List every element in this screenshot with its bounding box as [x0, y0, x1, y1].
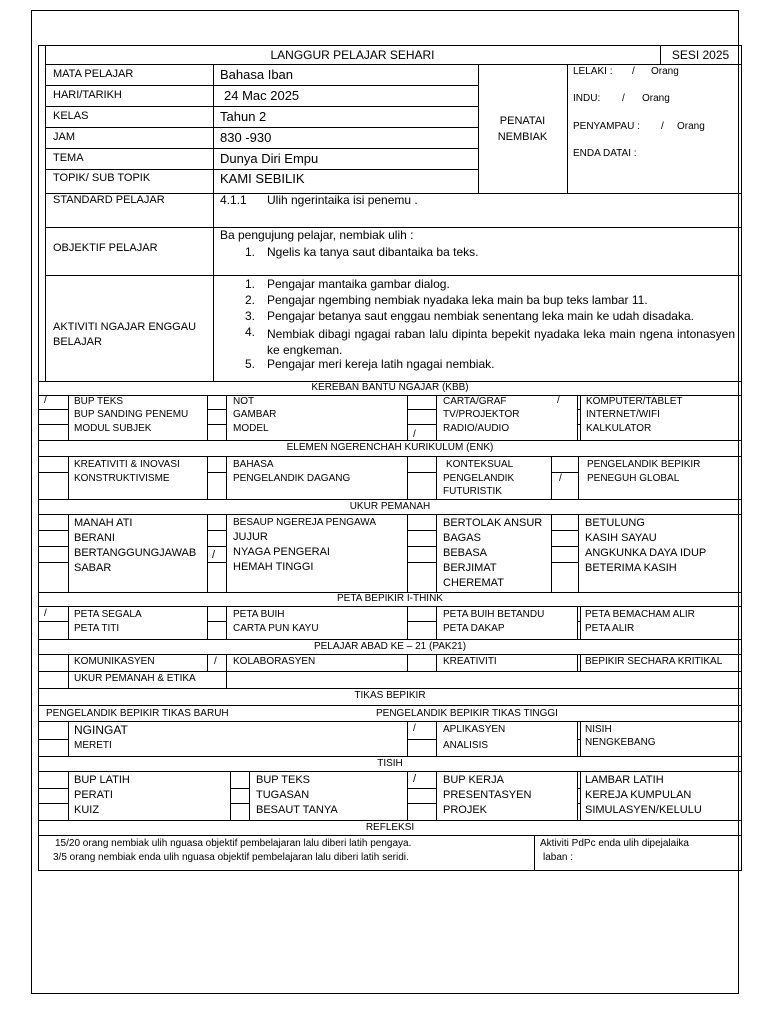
kbb-item: KALKULATOR	[586, 423, 652, 434]
kbb-title: KEREBAN BANTU NGAJAR (KBB)	[311, 382, 469, 393]
tikas-low-title: PENGELANDIK BEPIKIR TIKAS BARUH	[46, 708, 229, 719]
enda-datai-label: ENDA DATAI :	[573, 148, 637, 159]
aktiviti-num-2: 2.	[245, 293, 256, 307]
kbb-item: NOT	[233, 396, 255, 407]
ukur-item: NYAGA PENGERAI	[233, 546, 330, 558]
pak21-item: KOLABORASYEN	[233, 656, 316, 667]
ukur-item: MANAH ATI	[74, 517, 133, 529]
tisih-title: TISIH	[377, 758, 403, 769]
indu-label: INDU:	[573, 93, 601, 104]
objektif-item-text: Ngelis ka tanya saut dibantaika ba teks.	[267, 245, 479, 259]
aktiviti-text-2: Pengajar ngembing nembiak nyadaka leka main ba bup teks lambar 11.	[267, 293, 648, 307]
kbb-item: INTERNET/WIFI	[586, 409, 660, 420]
ithink-item: PETA BEMACHAM ALIR	[585, 609, 695, 620]
refleksi-line-1: 15/20 orang nembiak ulih nguasa objektif pembelajaran lalu diberi latih pengaya.	[55, 838, 412, 849]
aktiviti-num-5: 5.	[245, 357, 256, 371]
tikas-item: NISIH	[585, 724, 612, 735]
lelaki-label: LELAKI :	[573, 66, 613, 77]
enk-item: PENEGUH GLOBAL	[587, 473, 680, 484]
kbb-item: BUP TEKS	[74, 396, 124, 407]
penyampau-mark: /	[661, 121, 664, 132]
tisih-item: BUP KERJA	[443, 774, 504, 786]
ithink-item: PETA BUIH BETANDU	[443, 609, 545, 620]
ukur-item: BERTANGGUNGJAWAB	[74, 547, 197, 559]
penyampau-unit: Orang	[677, 121, 705, 132]
value-jam: 830 -930	[220, 130, 272, 145]
label-hari-tarikh: HARI/TARIKH	[53, 89, 122, 101]
enk-title: ELEMEN NGERENCHAH KURIKULUM (ENK)	[286, 442, 494, 453]
label-standard: STANDARD PELAJAR	[53, 194, 165, 206]
ukur-item: BERJIMAT	[443, 562, 497, 574]
label-tema: TEMA	[53, 152, 84, 164]
objektif-intro: Ba pengujung pelajar, nembiak ulih :	[220, 228, 414, 242]
tikas-item: NENGKEBANG	[585, 737, 656, 748]
indu-mark: /	[622, 93, 625, 104]
refleksi-title: REFLEKSI	[365, 822, 415, 833]
kbb-item: BUP SANDING PENEMU	[74, 409, 189, 420]
enk-item: KREATIVITI & INOVASI	[74, 459, 180, 470]
value-mata-pelajar: Bahasa Iban	[220, 67, 294, 82]
tikas-item: APLIKASYEN	[443, 724, 506, 735]
ukur-item: KASIH SAYAU	[585, 532, 657, 544]
ukur-item: BETULUNG	[585, 517, 645, 529]
pak21-mark: /	[214, 656, 217, 667]
aktiviti-text-4: Nembiak dibagi ngagai raban lalu dipinta bepekit nyadaka leka main ngena intonasyen ke engkeman.	[267, 327, 735, 357]
session-label: SESI 2025	[671, 48, 730, 62]
tikas-title: TIKAS BEPIKIR	[354, 690, 426, 701]
label-topik: TOPIK/ SUB TOPIK	[53, 172, 151, 184]
tisih-mark: /	[413, 773, 417, 785]
nembiak-label: NEMBIAK	[497, 131, 548, 143]
penatai-label: PENATAI	[499, 115, 546, 127]
refleksi-line-2: 3/5 orang nembiak enda ulih nguasa objektif pembelajaran lalu diberi latih seridi.	[53, 852, 409, 863]
tisih-item: BUP TEKS	[256, 774, 311, 786]
form-title: LANGGUR PELAJAR SEHARI	[270, 48, 435, 62]
enk-item: BAHASA	[233, 459, 274, 470]
aktiviti-text-3: Pengajar betanya saut enggau nembiak senentang leka main ke udah disadaka.	[267, 309, 694, 323]
aktiviti-num-1: 1.	[245, 277, 256, 291]
indu-unit: Orang	[642, 93, 670, 104]
pak21-item: KOMUNIKASYEN	[74, 656, 155, 667]
standard-code: 4.1.1	[220, 193, 247, 207]
aktiviti-num-4: 4.	[245, 325, 256, 339]
tisih-item: LAMBAR LATIH	[585, 774, 664, 786]
standard-text: Ulih ngerintaika isi penemu .	[267, 193, 418, 207]
label-mata-pelajar: MATA PELAJAR	[53, 68, 134, 80]
ithink-item: PETA BUIH	[233, 609, 285, 620]
kbb-mark-1: /	[44, 395, 47, 406]
tisih-item: BESAUT TANYA	[256, 804, 338, 816]
kbb-item: MODUL SUBJEK	[74, 423, 152, 434]
kbb-mark-2: /	[557, 395, 560, 406]
kbb-item: TV/PROJEKTOR	[443, 409, 520, 420]
pak21-extra: UKUR PEMANAH & ETIKA	[74, 673, 196, 684]
pak21-item: KREATIVITI	[443, 656, 497, 667]
ithink-item: PETA DAKAP	[443, 623, 505, 634]
tikas-mark: /	[413, 723, 416, 734]
kbb-mark-3: /	[413, 429, 416, 440]
objektif-item-num: 1.	[245, 245, 256, 259]
ukur-item: BAGAS	[443, 532, 481, 544]
label-objektif: OBJEKTIF PELAJAR	[53, 242, 158, 254]
enk-item: KONSTRUKTIVISME	[74, 473, 170, 484]
ukur-mark: /	[212, 549, 216, 561]
enk-item: FUTURISTIK	[443, 486, 502, 497]
tisih-item: PERATI	[74, 789, 113, 801]
tisih-item: TUGASAN	[256, 789, 310, 801]
enk-item: KONTEKSUAL	[446, 459, 514, 470]
ukur-item: BERTOLAK ANSUR	[443, 517, 543, 529]
ukur-item: CHEREMAT	[443, 577, 504, 589]
kbb-item: RADIO/AUDIO	[443, 423, 510, 434]
value-tema: Dunya Diri Empu	[220, 151, 319, 166]
ukur-item: HEMAH TINGGI	[233, 561, 314, 573]
ithink-mark: /	[44, 608, 47, 619]
value-kelas: Tahun 2	[220, 109, 267, 124]
tikas-high-title: PENGELANDIK BEPIKIR TIKAS TINGGI	[376, 708, 558, 719]
ukur-item: BESAUP NGEREJA PENGAWA	[233, 517, 377, 528]
label-jam: JAM	[53, 131, 75, 143]
ukur-item: ANGKUNKA DAYA IDUP	[585, 547, 707, 559]
ithink-item: CARTA PUN KAYU	[233, 623, 319, 634]
pak21-title: PELAJAR ABAD KE – 21 (PAK21)	[313, 641, 467, 652]
ukur-item: BERANI	[74, 532, 115, 544]
value-topik: KAMI SEBILIK	[220, 171, 305, 186]
value-hari-tarikh: 24 Mac 2025	[224, 88, 300, 103]
aktiviti-text-1: Pengajar mantaika gambar dialog.	[267, 277, 450, 291]
tisih-item: KUIZ	[74, 804, 100, 816]
tisih-item: PROJEK	[443, 804, 488, 816]
pak21-item: BEPIKIR SECHARA KRITIKAL	[585, 656, 723, 667]
enk-item: PENGELANDIK BEPIKIR	[587, 459, 701, 470]
ithink-item: PETA ALIR	[585, 623, 635, 634]
kbb-item: KOMPUTER/TABLET	[586, 396, 683, 407]
kbb-item: GAMBAR	[233, 409, 277, 420]
tikas-item: NGINGAT	[74, 723, 128, 737]
kbb-item: CARTA/GRAF	[443, 396, 507, 407]
aktiviti-text-5: Pengajar meri kereja latih ngagai nembiak.	[267, 357, 495, 371]
enk-item: PENGELANDIK DAGANG	[233, 473, 351, 484]
tikas-item: MERETI	[74, 740, 112, 751]
aktiviti-num-3: 3.	[245, 309, 256, 323]
label-aktiviti-1: AKTIVITI NGAJAR ENGGAU	[53, 321, 197, 333]
penyampau-label: PENYAMPAU :	[573, 121, 640, 132]
kbb-item: MODEL	[233, 423, 269, 434]
tisih-item: BUP LATIH	[74, 774, 130, 786]
label-aktiviti-2: BELAJAR	[53, 336, 102, 348]
enk-item: PENGELANDIK	[443, 473, 515, 484]
ukur-title: UKUR PEMANAH	[349, 501, 431, 512]
ukur-item: JUJUR	[233, 531, 268, 543]
enk-mark: /	[559, 473, 562, 484]
ithink-item: PETA SEGALA	[74, 609, 142, 620]
ukur-item: BEBASA	[443, 547, 488, 559]
refleksi-right-2: laban :	[543, 852, 574, 863]
tisih-item: SIMULASYEN/KELULU	[585, 804, 702, 816]
tisih-item: PRESENTASYEN	[443, 789, 532, 801]
lelaki-mark: /	[632, 66, 635, 77]
label-kelas: KELAS	[53, 110, 89, 122]
lelaki-unit: Orang	[651, 66, 679, 77]
ithink-item: PETA TITI	[74, 623, 120, 634]
refleksi-right-1: Aktiviti PdPc enda ulih dipejalaika	[540, 838, 689, 849]
ukur-item: BETERIMA KASIH	[585, 562, 677, 574]
tisih-item: KEREJA KUMPULAN	[585, 789, 692, 801]
ithink-title: PETA BEPIKIR I-THINK	[337, 593, 443, 604]
tikas-item: ANALISIS	[443, 740, 489, 751]
ukur-item: SABAR	[74, 562, 112, 574]
